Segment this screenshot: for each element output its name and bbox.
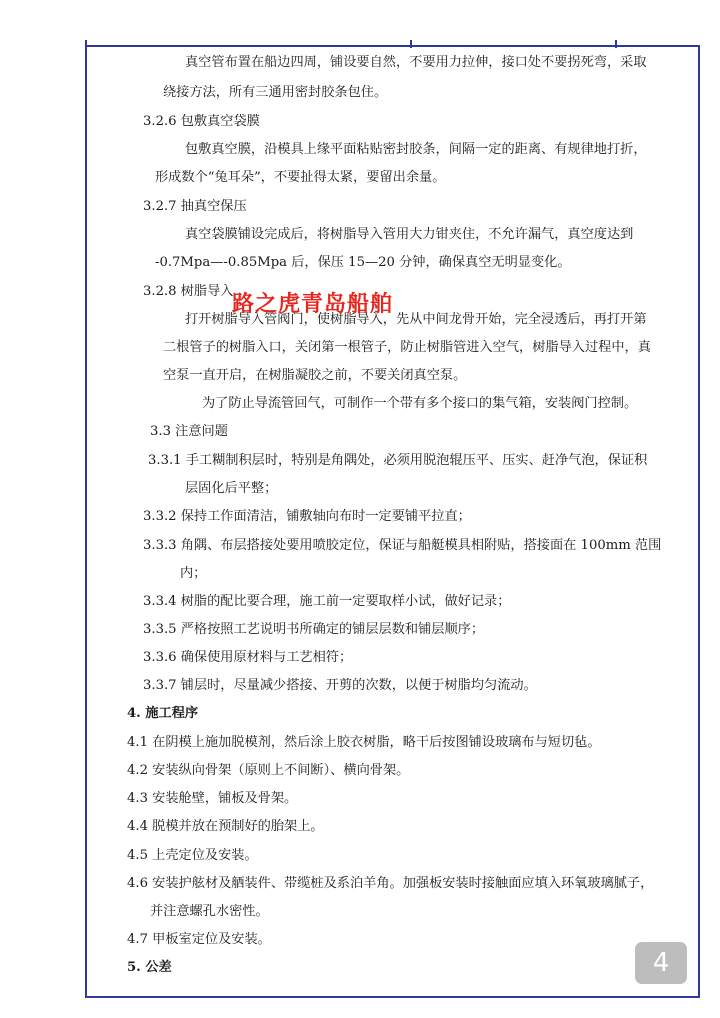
text-line: 3.3 注意问题 (150, 424, 228, 439)
text-line: 绕接方法，所有三通用密封胶条包住。 (163, 85, 388, 100)
page-number-badge[interactable]: 4 (635, 942, 687, 984)
text-line: 3.3.5 严格按照工艺说明书所确定的铺层层数和铺层顺序； (143, 622, 485, 637)
text-line: 4.7 甲板室定位及安装。 (127, 932, 271, 947)
text-line: 4.2 安装纵向骨架（原则上不间断）、横向骨架。 (127, 763, 410, 778)
text-line: 3.3.3 角隅、布层搭接处要用喷胶定位，保证与船艇模具相附贴，搭接面在 100mm 范围 (143, 538, 662, 553)
text-line: 真空管布置在船边四周，铺设要自然，不要用力拉伸，接口处不要拐死弯，采取 (185, 55, 647, 70)
text-line: 形成数个“兔耳朵”，不要扯得太紧，要留出余量。 (155, 170, 446, 185)
text-line: 并注意螺孔水密性。 (150, 904, 269, 919)
text-line: 3.3.1 手工糊制积层时，特别是角隅处，必须用脱泡辊压平、压实、赶净气泡，保证积 (148, 453, 648, 468)
watermark: 路之虎青岛船舶 (232, 292, 394, 317)
text-line: 空泵一直开启，在树脂凝胶之前，不要关闭真空泵。 (163, 368, 467, 383)
text-line: 3.3.7 铺层时，尽量减少搭接、开剪的次数，以便于树脂均匀流动。 (143, 678, 537, 693)
text-line: 4.6 安装护舷材及舾装件、带缆桩及系泊羊角。加强板安装时接触面应填入环氧玻璃腻子， (127, 876, 654, 891)
text-line: 3.3.2 保持工作面清洁，铺敷轴向布时一定要铺平拉直； (143, 509, 471, 524)
text-line: 为了防止导流管回气，可制作一个带有多个接口的集气箱，安装阀门控制。 (202, 396, 638, 411)
text-line: 二根管子的树脂入口，关闭第一根管子，防止树脂管进入空气，树脂导入过程中，真 (163, 340, 651, 355)
text-line: 层固化后平整； (185, 481, 278, 496)
text-line: -0.7Mpa—-0.85Mpa 后，保压 15—20 分钟，确保真空无明显变化。 (155, 255, 571, 270)
text-line: 打开树脂导入管阀门，使树脂导入，先从中间龙骨开始，完全浸透后，再打开第 (185, 312, 647, 327)
text-line: 3.3.4 树脂的配比要合理，施工前一定要取样小试，做好记录； (143, 594, 511, 609)
text-line: 4.1 在阴模上施加脱模剂，然后涂上胶衣树脂，略干后按图铺设玻璃布与短切毡。 (127, 735, 601, 750)
text-line: 4.5 上壳定位及安装。 (127, 848, 258, 863)
text-line: 内； (180, 566, 207, 581)
text-line: 4.4 脱模并放在预制好的胎架上。 (127, 819, 324, 834)
text-line: 3.3.6 确保使用原材料与工艺相符； (143, 650, 353, 665)
text-line: 包敷真空膜，沿模具上缘平面粘贴密封胶条，间隔一定的距离、有规律地打折， (185, 142, 647, 157)
text-line: 3.2.7 抽真空保压 (143, 199, 247, 214)
text-line: 真空袋膜铺设完成后，将树脂导入管用大力钳夹住，不允许漏气，真空度达到 (185, 227, 634, 242)
text-line: 3.2.6 包敷真空袋膜 (143, 114, 260, 129)
text-line: 3.2.8 树脂导入 (143, 284, 234, 299)
section-heading: 5. 公差 (127, 960, 172, 975)
section-heading: 4. 施工程序 (127, 706, 199, 721)
text-line: 4.3 安装舱壁，铺板及骨架。 (127, 791, 298, 806)
